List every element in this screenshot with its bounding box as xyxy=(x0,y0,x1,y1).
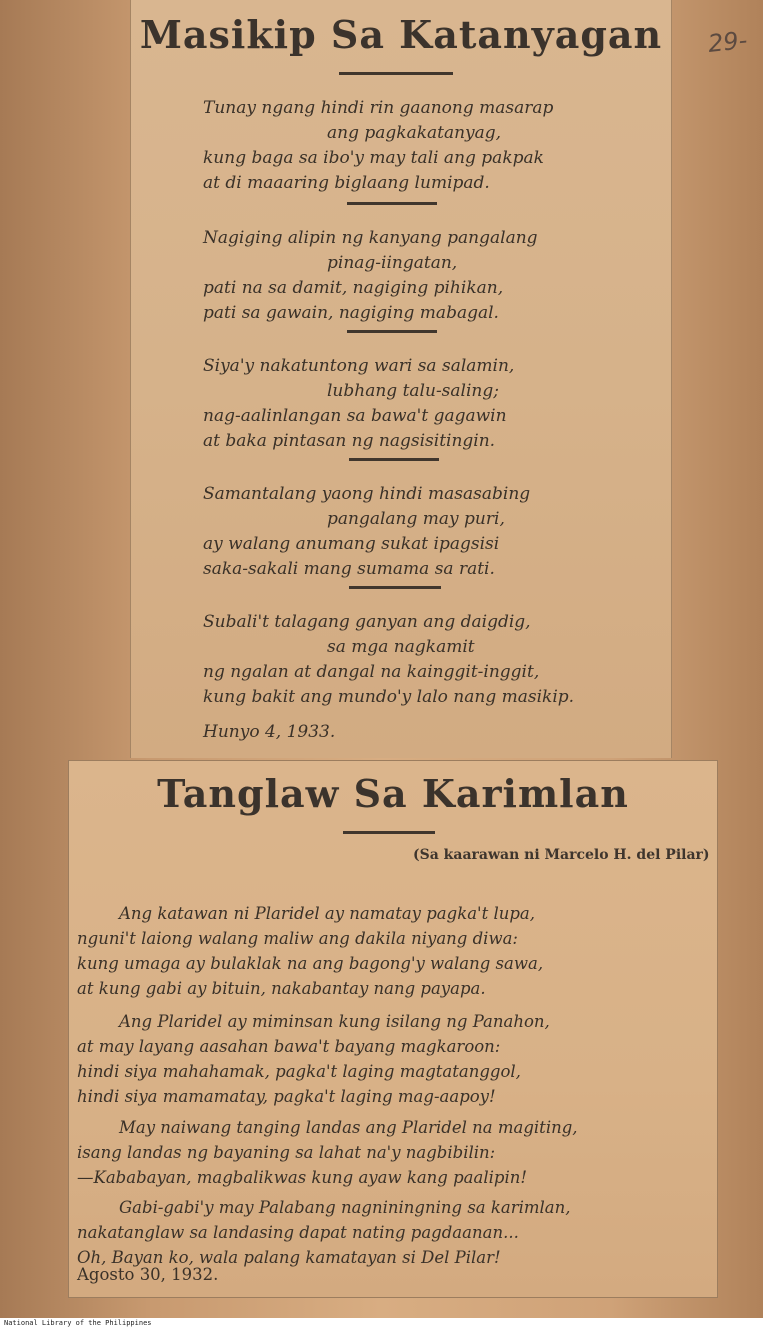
poem-date: Agosto 30, 1932. xyxy=(77,1265,219,1284)
poem-line: lubhang talu-saling; xyxy=(327,381,499,401)
stanza xyxy=(203,610,574,710)
poem-line: Tunay ngang hindi rin gaanong masarap xyxy=(203,98,554,118)
newspaper-clipping-tanglaw xyxy=(68,760,718,1298)
poem-line: ng ngalan at dangal na kainggit-inggit, xyxy=(203,662,540,682)
poem-line: pangalang may puri, xyxy=(327,509,505,529)
poem-line: hindi siya mahahamak, pagka't laging magtatanggol, xyxy=(77,1062,521,1081)
poem-line: at di maaaring biglaang lumipad. xyxy=(203,173,490,193)
poem-line: pati sa gawain, nagiging mabagal. xyxy=(203,303,499,323)
poem-line: Samantalang yaong hindi masasabing xyxy=(203,484,531,504)
poem-line: nag-aalinlangan sa bawa't gagawin xyxy=(203,406,507,426)
divider-rule xyxy=(347,330,437,333)
poem-title: Masikip Sa Katanyagan xyxy=(139,12,663,57)
poem-line: hindi siya mamamatay, pagka't laging mag-aapoy! xyxy=(77,1087,496,1106)
poem-line: Gabi-gabi'y may Palabang nagniningning sa karimlan, xyxy=(119,1198,571,1217)
stanza xyxy=(77,1195,571,1270)
divider-rule xyxy=(339,72,453,75)
poem-line: kung baga sa ibo'y may tali ang pakpak xyxy=(203,148,544,168)
poem-line: isang landas ng bayaning sa lahat na'y nagbibilin: xyxy=(77,1143,496,1162)
footer-credit: National Library of the Philippines xyxy=(4,1319,152,1327)
newspaper-clipping-masikip xyxy=(130,0,672,758)
poem-date: Hunyo 4, 1933. xyxy=(203,722,336,742)
poem-line: Ang katawan ni Plaridel ay namatay pagka't lupa, xyxy=(119,904,536,923)
stanza xyxy=(77,1115,578,1190)
poem-line: saka-sakali mang sumama sa rati. xyxy=(203,559,495,579)
poem-line: sa mga nagkamit xyxy=(327,637,475,657)
poem-line: nguni't laiong walang maliw ang dakila niyang diwa: xyxy=(77,929,518,948)
poem-line: at may layang aasahan bawa't bayang magkaroon: xyxy=(77,1037,501,1056)
stanza xyxy=(203,226,538,326)
poem-line: pati na sa damit, nagiging pihikan, xyxy=(203,278,504,298)
poem-line: Oh, Bayan ko, wala palang kamatayan si Del Pilar! xyxy=(77,1248,501,1267)
divider-rule xyxy=(349,586,441,589)
poem-line: Siya'y nakatuntong wari sa salamin, xyxy=(203,356,515,376)
stanza xyxy=(77,1009,550,1109)
poem-line: ay walang anumang sukat ipagsisi xyxy=(203,534,500,554)
poem-line: Subali't talagang ganyan ang daigdig, xyxy=(203,612,531,632)
stanza xyxy=(203,354,514,454)
poem-line: kung umaga ay bulaklak na ang bagong'y walang sawa, xyxy=(77,954,544,973)
divider-rule xyxy=(347,202,437,205)
divider-rule xyxy=(343,831,435,834)
stanza xyxy=(77,901,543,1001)
divider-rule xyxy=(349,458,439,461)
poem-line: May naiwang tanging landas ang Plaridel na magiting, xyxy=(119,1118,578,1137)
poem-line: Nagiging alipin ng kanyang pangalang xyxy=(203,228,538,248)
handwritten-page-number: 29- xyxy=(706,26,749,58)
poem-line: —Kababayan, magbalikwas kung ayaw kang paalipin! xyxy=(77,1168,527,1187)
poem-line: Ang Plaridel ay miminsan kung isilang ng Panahon, xyxy=(119,1012,550,1031)
stanza xyxy=(203,482,530,582)
poem-line: at baka pintasan ng nagsisitingin. xyxy=(203,431,496,451)
poem-line: at kung gabi ay bituin, nakabantay nang payapa. xyxy=(77,979,486,998)
stanza xyxy=(203,96,553,196)
poem-title: Tanglaw Sa Karimlan xyxy=(157,771,629,816)
poem-line: ang pagkakatanyag, xyxy=(327,123,502,143)
poem-dedication: (Sa kaarawan ni Marcelo H. del Pilar) xyxy=(413,847,710,863)
poem-line: kung bakit ang mundo'y lalo nang masikip. xyxy=(203,687,575,707)
poem-line: pinag-iingatan, xyxy=(327,253,458,273)
poem-line: nakatanglaw sa landasing dapat nating pagdaanan... xyxy=(77,1223,519,1242)
